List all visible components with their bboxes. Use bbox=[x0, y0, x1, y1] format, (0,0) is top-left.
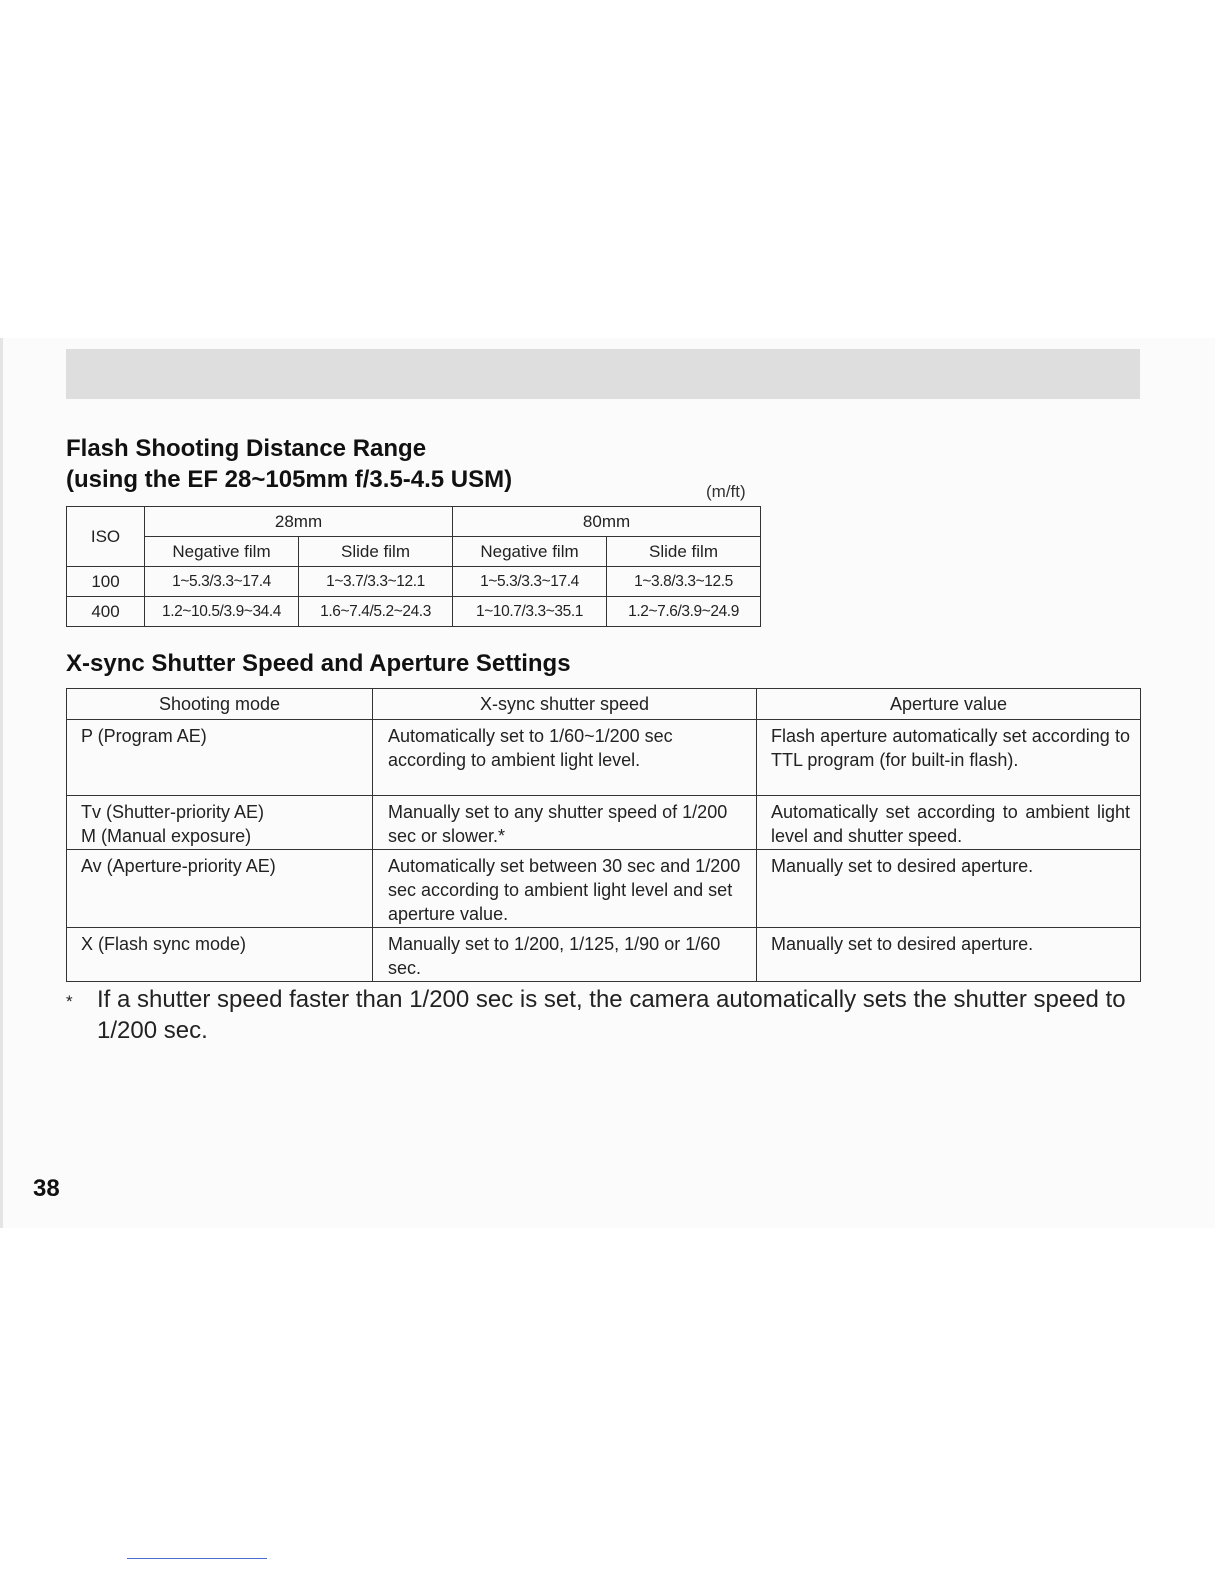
iso-cell: 100 bbox=[67, 567, 145, 597]
section-title-flash-range: Flash Shooting Distance Range bbox=[66, 435, 427, 462]
mode-label: Av (Aperture-priority AE) bbox=[81, 856, 276, 876]
section-subtitle-lens: (using the EF 28~105mm f/3.5-4.5 USM) bbox=[66, 466, 513, 493]
header-80mm: 80mm bbox=[453, 507, 761, 537]
mode-label: X (Flash sync mode) bbox=[81, 934, 247, 954]
aperture-cell: Manually set to desired aperture. bbox=[757, 928, 1141, 982]
range-cell: 1~10.7/3.3~35.1 bbox=[453, 597, 607, 627]
speed-cell: Manually set to 1/200, 1/125, 1/90 or 1/60 sec. bbox=[373, 928, 757, 982]
table-row bbox=[67, 567, 761, 597]
table-row bbox=[67, 720, 1141, 796]
table-row bbox=[67, 597, 761, 627]
speed-cell: Manually set to any shutter speed of 1/200 sec or slower.* bbox=[373, 796, 757, 850]
footnote-marker: * bbox=[66, 992, 73, 1011]
mode-label: Tv (Shutter-priority AE) bbox=[81, 802, 265, 822]
mode-cell bbox=[67, 928, 373, 982]
range-cell: 1.2~10.5/3.9~34.4 bbox=[145, 597, 299, 627]
mode-label: P (Program AE) bbox=[81, 726, 207, 746]
aperture-cell: Flash aperture automatically set according to TTL program (for built-in flash). bbox=[757, 720, 1141, 796]
footnote-text: If a shutter speed faster than 1/200 sec is set, the camera automatically sets the shutter speed to 1/200 sec. bbox=[97, 986, 1126, 1044]
divider-line bbox=[127, 1558, 267, 1559]
mode-cell bbox=[67, 720, 373, 796]
range-cell: 1.6~7.4/5.2~24.3 bbox=[299, 597, 453, 627]
footnote bbox=[66, 984, 1146, 1046]
unit-label: (m/ft) bbox=[706, 482, 746, 501]
table-row bbox=[67, 796, 1141, 850]
range-cell: 1~3.7/3.3~12.1 bbox=[299, 567, 453, 597]
speed-cell: Automatically set between 30 sec and 1/200 sec according to ambient light level and set aperture value. bbox=[373, 850, 757, 928]
iso-cell: 400 bbox=[67, 597, 145, 627]
mode-cell bbox=[67, 796, 373, 850]
xsync-table bbox=[66, 688, 1141, 982]
mode-cell bbox=[67, 850, 373, 928]
aperture-cell: Manually set to desired aperture. bbox=[757, 850, 1141, 928]
header-80mm-slide: Slide film bbox=[607, 537, 761, 567]
header-28mm: 28mm bbox=[145, 507, 453, 537]
speed-cell: Automatically set to 1/60~1/200 sec according to ambient light level. bbox=[373, 720, 757, 796]
table-row bbox=[67, 928, 1141, 982]
range-cell: 1~3.8/3.3~12.5 bbox=[607, 567, 761, 597]
header-80mm-negative: Negative film bbox=[453, 537, 607, 567]
flash-range-table bbox=[66, 506, 761, 627]
table-row bbox=[67, 850, 1141, 928]
range-cell: 1~5.3/3.3~17.4 bbox=[453, 567, 607, 597]
header-shooting-mode: Shooting mode bbox=[67, 689, 373, 720]
page-number: 38 bbox=[33, 1175, 60, 1202]
header-iso: ISO bbox=[67, 507, 145, 567]
header-xsync-speed: X-sync shutter speed bbox=[373, 689, 757, 720]
header-28mm-negative: Negative film bbox=[145, 537, 299, 567]
section-title-xsync: X-sync Shutter Speed and Aperture Settings bbox=[66, 650, 571, 677]
header-band bbox=[66, 349, 1140, 399]
aperture-cell: Automatically set according to ambient light level and shutter speed. bbox=[757, 796, 1141, 850]
header-28mm-slide: Slide film bbox=[299, 537, 453, 567]
mode-label: M (Manual exposure) bbox=[81, 826, 252, 846]
range-cell: 1.2~7.6/3.9~24.9 bbox=[607, 597, 761, 627]
range-cell: 1~5.3/3.3~17.4 bbox=[145, 567, 299, 597]
header-aperture: Aperture value bbox=[757, 689, 1141, 720]
